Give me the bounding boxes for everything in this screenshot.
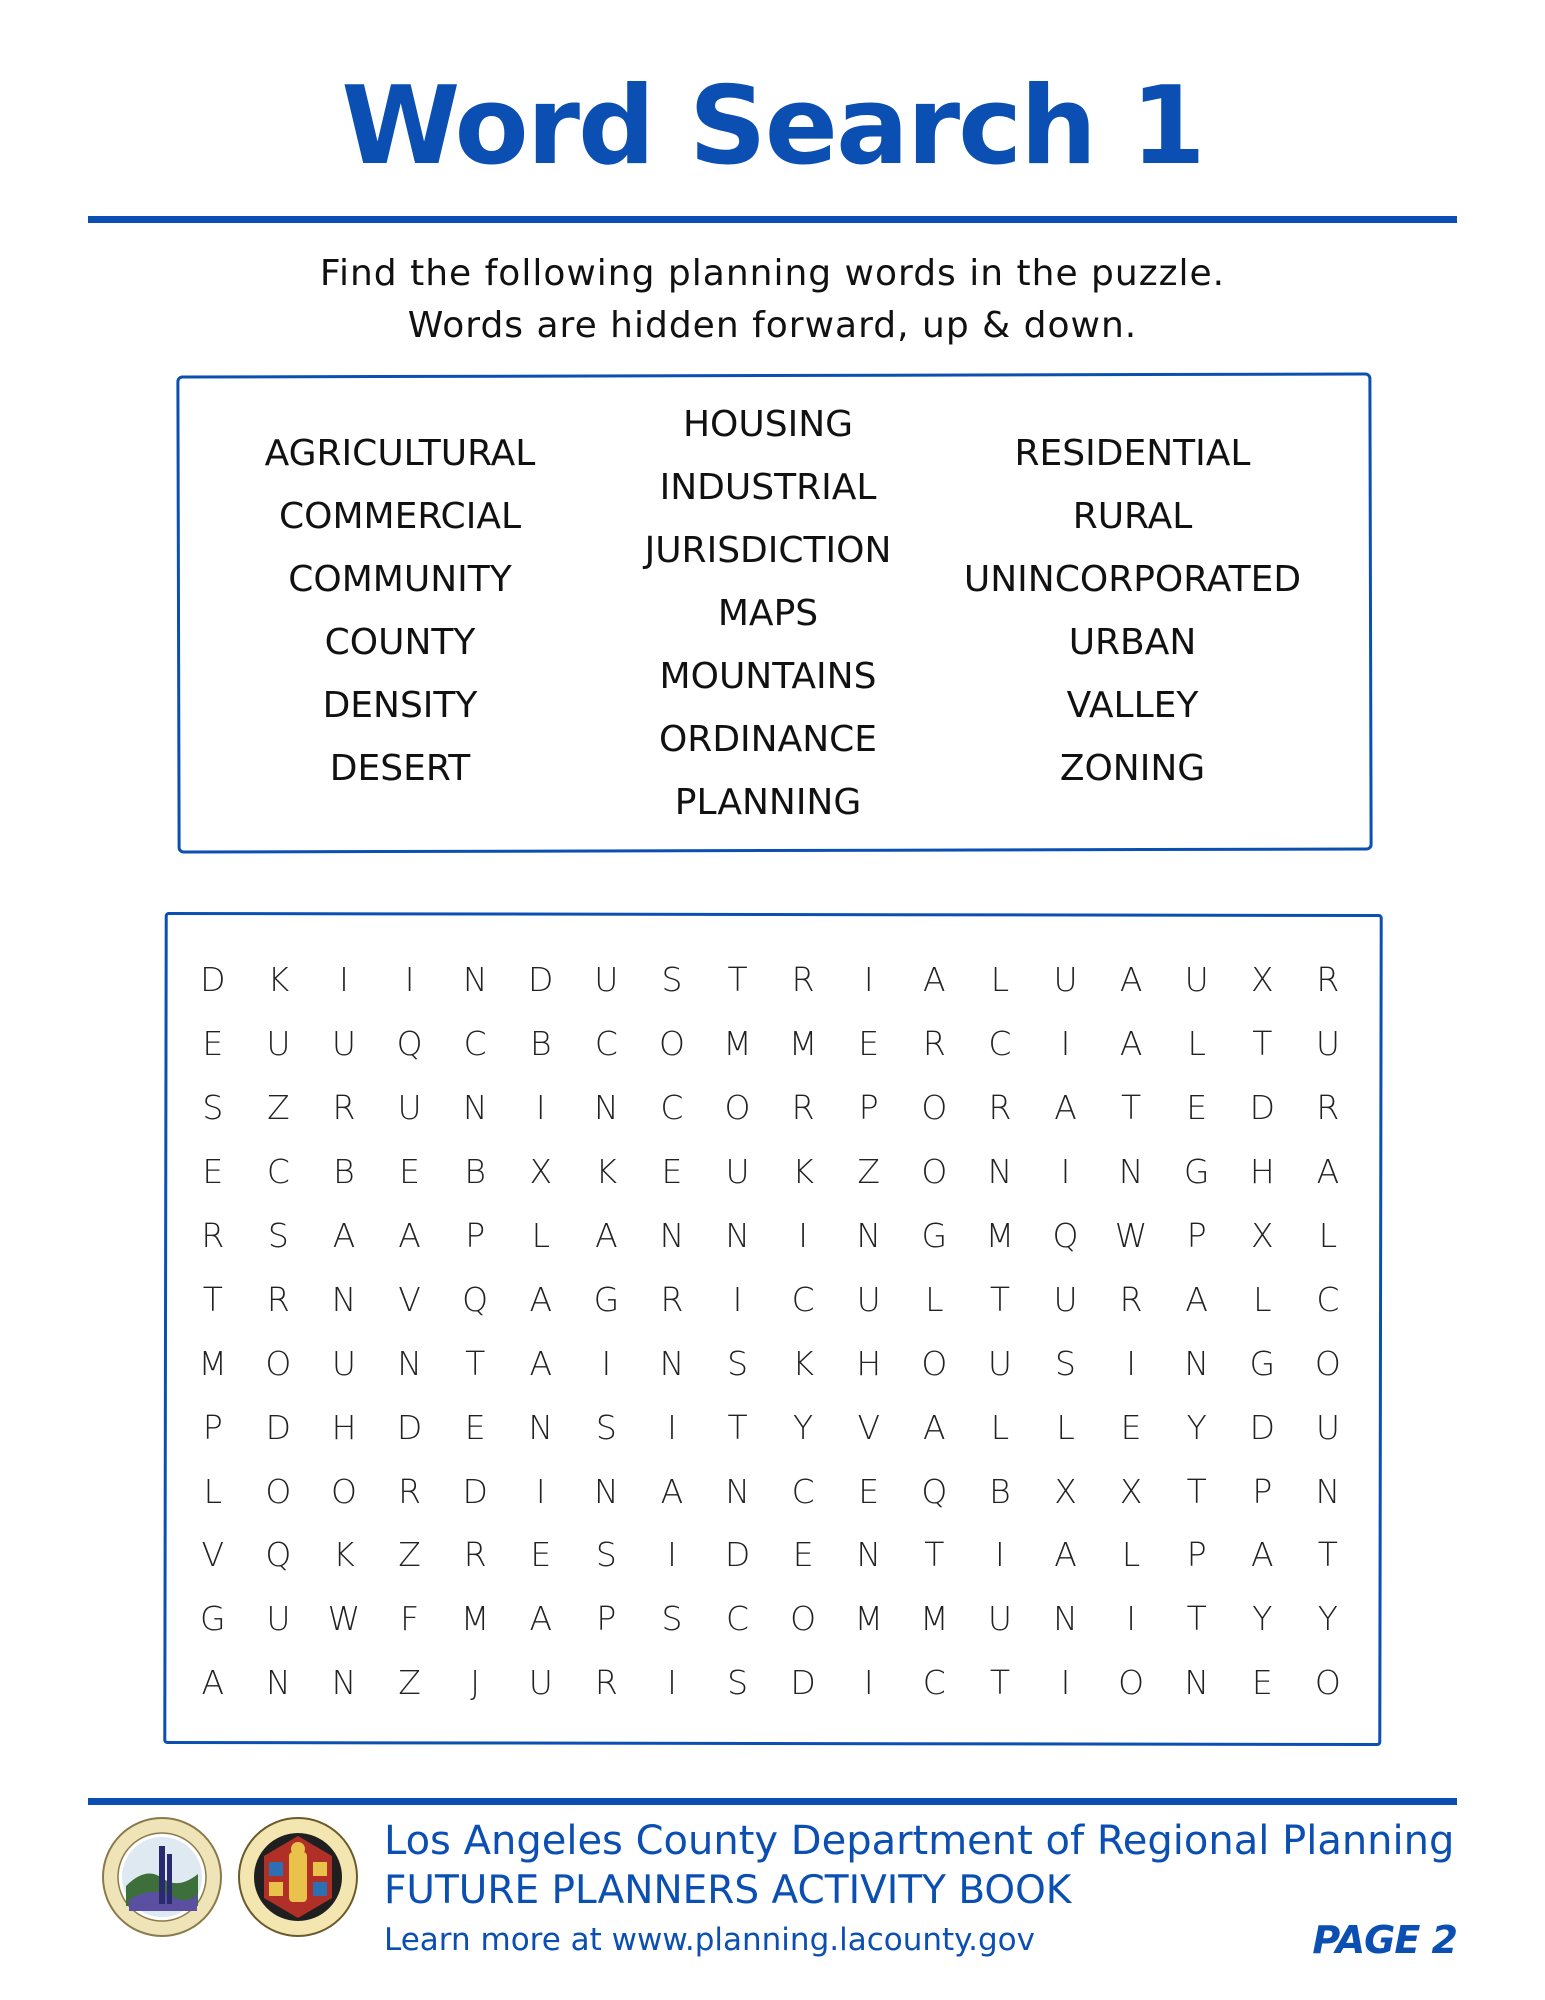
grid-letter: U (266, 1599, 291, 1639)
grid-letter: T (1186, 1599, 1207, 1639)
grid-letter: Q (921, 1471, 948, 1511)
grid-letter: S (202, 1088, 224, 1128)
instructions-line-1: Find the following planning words in the puzzle. (319, 253, 1226, 294)
grid-letter: A (529, 1279, 553, 1319)
grid-letter: N (725, 1216, 750, 1255)
grid-letter: K (333, 1535, 355, 1575)
grid-letter: C (660, 1088, 684, 1128)
grid-letter: Y (1252, 1599, 1273, 1639)
grid-letter: A (595, 1216, 618, 1255)
grid-letter: S (595, 1535, 617, 1575)
grid-letter: A (923, 1407, 946, 1447)
grid-letter: T (202, 1279, 223, 1319)
grid-letter: I (404, 960, 415, 1000)
instructions-line-2: Words are hidden forward, up & down. (407, 305, 1138, 346)
grid-letter: E (1120, 1407, 1142, 1447)
grid-letter: E (792, 1535, 814, 1575)
puzzle-grid (180, 948, 1370, 1715)
grid-letter: D (200, 960, 226, 1000)
grid-letter: O (724, 1088, 751, 1128)
grid-letter: I (667, 1663, 677, 1703)
grid-letter: A (201, 1663, 225, 1703)
grid-letter: L (925, 1279, 944, 1319)
grid-letter: P (858, 1088, 879, 1128)
grid-letter: I (995, 1535, 1005, 1575)
footer-divider (88, 1798, 1457, 1805)
grid-letter: E (202, 1152, 224, 1192)
grid-letter: A (1185, 1279, 1208, 1319)
grid-letter: U (1184, 960, 1209, 1000)
grid-letter: A (332, 1216, 356, 1255)
grid-letter: L (990, 1407, 1010, 1447)
grid-letter: G (593, 1279, 620, 1319)
grid-letter: O (265, 1471, 292, 1511)
grid-letter: N (659, 1216, 685, 1255)
grid-letter: N (594, 1088, 619, 1128)
grid-letter: I (667, 1535, 677, 1575)
grid-letter: D (724, 1535, 751, 1575)
grid-letter: L (1056, 1407, 1075, 1447)
grid-letter: M (985, 1216, 1015, 1255)
word-list-item: URBAN (1068, 622, 1197, 663)
grid-letter: P (1186, 1216, 1207, 1255)
grid-letter: L (1318, 1216, 1338, 1255)
grid-letter: Y (793, 1407, 814, 1447)
grid-letter: R (1316, 960, 1340, 1000)
grid-letter: W (1114, 1216, 1148, 1255)
grid-letter: E (530, 1535, 552, 1575)
grid-letter: Z (398, 1663, 421, 1703)
grid-letter: I (1060, 1024, 1071, 1064)
grid-letter: T (1121, 1088, 1142, 1128)
word-list-column-1 (230, 422, 570, 800)
grid-letter: P (1252, 1471, 1273, 1511)
grid-letter: O (1314, 1663, 1341, 1703)
grid-letter: N (462, 1088, 488, 1128)
grid-letter: L (203, 1471, 222, 1511)
footer-organization: Los Angeles County Department of Regional Planning (384, 1818, 1455, 1864)
grid-letter: Q (396, 1024, 423, 1064)
grid-letter: N (725, 1471, 750, 1511)
grid-letter: U (987, 1599, 1012, 1639)
grid-letter: X (1054, 1471, 1077, 1511)
grid-letter: C (266, 1152, 290, 1192)
grid-letter: E (399, 1152, 420, 1192)
grid-letter: L (990, 960, 1010, 1000)
grid-letter: T (989, 1663, 1010, 1703)
grid-letter: S (267, 1216, 289, 1255)
grid-letter: N (1118, 1152, 1144, 1192)
grid-letter: N (331, 1663, 357, 1703)
grid-letter: N (397, 1343, 422, 1383)
grid-letter: A (1251, 1535, 1274, 1575)
grid-letter: C (726, 1599, 750, 1639)
grid-letter: R (988, 1088, 1012, 1128)
grid-letter: C (791, 1279, 815, 1319)
grid-letter: D (1249, 1407, 1275, 1447)
grid-letter: R (201, 1216, 225, 1255)
word-list-item: ZONING (1059, 748, 1206, 789)
grid-letter: Q (265, 1535, 292, 1575)
title-divider (88, 216, 1457, 223)
grid-letter: R (922, 1024, 946, 1064)
grid-letter: E (858, 1471, 880, 1511)
grid-letter: K (595, 1152, 618, 1192)
word-list-item: AGRICULTURAL (264, 433, 536, 474)
grid-letter: R (463, 1535, 487, 1575)
grid-letter: H (856, 1343, 882, 1383)
grid-letter: C (791, 1471, 815, 1511)
grid-letter: I (535, 1471, 546, 1511)
grid-letter: B (333, 1152, 355, 1192)
grid-letter: E (464, 1407, 486, 1447)
grid-letter: M (788, 1024, 818, 1064)
grid-letter: O (921, 1152, 948, 1192)
grid-letter: T (1317, 1535, 1338, 1575)
grid-letter: N (987, 1152, 1013, 1192)
grid-letter: E (202, 1024, 224, 1064)
grid-letter: X (1250, 960, 1274, 1000)
word-list-item: RURAL (1072, 496, 1193, 537)
footer-book-title: FUTURE PLANNERS ACTIVITY BOOK (384, 1868, 1072, 1913)
grid-letter: M (854, 1599, 883, 1639)
grid-letter: I (535, 1088, 546, 1128)
grid-letter: N (1184, 1663, 1210, 1703)
grid-letter: E (858, 1024, 880, 1064)
grid-letter: U (331, 1343, 357, 1383)
grid-letter: D (1249, 1088, 1275, 1128)
grid-letter: P (465, 1216, 486, 1255)
grid-letter: E (1186, 1088, 1208, 1128)
grid-letter: O (1118, 1663, 1145, 1703)
grid-letter: V (398, 1279, 421, 1319)
grid-letter: I (798, 1216, 808, 1255)
grid-letter: T (924, 1535, 945, 1575)
word-list-item: PLANNING (674, 782, 862, 823)
grid-letter: J (470, 1663, 481, 1703)
grid-letter: K (267, 960, 290, 1000)
grid-letter: E (661, 1152, 683, 1192)
grid-letter: M (198, 1343, 228, 1383)
grid-letter: Y (1317, 1599, 1338, 1639)
grid-letter: U (856, 1279, 881, 1319)
grid-letter: U (1053, 960, 1078, 1000)
grid-letter: U (987, 1343, 1012, 1383)
grid-letter: B (464, 1152, 486, 1192)
grid-letter: N (856, 1535, 882, 1575)
grid-letter: O (265, 1343, 292, 1383)
word-list-item: VALLEY (1066, 685, 1199, 726)
county-seal-icon (237, 1816, 359, 1938)
grid-letter: O (921, 1088, 948, 1128)
grid-letter: U (1315, 1024, 1340, 1064)
grid-letter: A (1119, 960, 1143, 1000)
grid-letter: I (667, 1407, 677, 1447)
grid-letter: N (1184, 1343, 1210, 1383)
grid-letter: I (1060, 1663, 1071, 1703)
grid-letter: C (922, 1663, 946, 1703)
grid-letter: Y (1186, 1407, 1207, 1447)
word-list-column-3 (955, 422, 1310, 800)
grid-letter: N (528, 1407, 554, 1447)
grid-letter: A (529, 1343, 553, 1383)
grid-letter: O (658, 1024, 685, 1064)
grid-letter: I (863, 960, 874, 1000)
grid-letter: Z (398, 1535, 421, 1575)
grid-letter: O (1314, 1343, 1341, 1383)
grid-letter: R (332, 1088, 356, 1128)
grid-letter: P (202, 1407, 223, 1447)
grid-letter: G (200, 1599, 226, 1639)
grid-letter: F (400, 1599, 420, 1639)
word-list-item: ORDINANCE (658, 719, 878, 760)
grid-letter: P (1186, 1535, 1207, 1575)
grid-letter: U (266, 1024, 291, 1064)
grid-letter: X (529, 1152, 553, 1192)
grid-letter: A (398, 1216, 421, 1255)
grid-letter: P (596, 1599, 617, 1639)
grid-letter: D (462, 1471, 488, 1511)
grid-letter: S (727, 1663, 749, 1703)
grid-letter: A (1054, 1088, 1077, 1128)
grid-letter: I (339, 960, 349, 1000)
grid-letter: U (1053, 1279, 1078, 1319)
grid-letter: A (1054, 1535, 1077, 1575)
grid-letter: T (989, 1279, 1010, 1319)
grid-letter: T (1186, 1471, 1207, 1511)
grid-letter: W (327, 1599, 361, 1639)
grid-letter: R (398, 1471, 422, 1511)
word-list-item: RESIDENTIAL (1014, 433, 1251, 474)
grid-letter: D (265, 1407, 292, 1447)
grid-letter: R (1316, 1088, 1340, 1128)
grid-letter: A (660, 1471, 684, 1511)
grid-letter: U (397, 1088, 422, 1128)
grid-letter: Q (462, 1279, 489, 1319)
grid-letter: T (465, 1343, 486, 1383)
grid-letter: D (396, 1407, 423, 1447)
grid-letter: N (659, 1343, 685, 1383)
grid-letter: A (923, 960, 946, 1000)
grid-letter: T (727, 960, 748, 1000)
grid-letter: I (601, 1343, 612, 1383)
grid-letter: S (595, 1407, 617, 1447)
grid-letter: R (791, 960, 815, 1000)
grid-letter: H (1249, 1152, 1275, 1192)
word-list-item: HOUSING (682, 404, 854, 445)
grid-letter: L (1187, 1024, 1206, 1064)
word-list-item: MAPS (717, 593, 819, 634)
grid-letter: K (792, 1152, 814, 1192)
grid-letter: S (661, 960, 683, 1000)
grid-letter: I (1126, 1599, 1136, 1639)
grid-letter: R (1119, 1279, 1143, 1319)
grid-letter: O (790, 1599, 817, 1639)
grid-letter: T (727, 1407, 748, 1447)
grid-letter: D (528, 960, 554, 1000)
grid-letter: G (1249, 1343, 1276, 1383)
word-list-item: DESERT (329, 748, 471, 789)
grid-letter: Z (857, 1152, 881, 1192)
grid-letter: I (1060, 1152, 1071, 1192)
grid-letter: N (331, 1279, 357, 1319)
grid-letter: B (529, 1024, 552, 1064)
grid-letter: S (1055, 1343, 1076, 1383)
grid-letter: G (1183, 1152, 1210, 1192)
grid-letter: H (331, 1407, 357, 1447)
grid-letter: N (462, 960, 488, 1000)
grid-letter: R (791, 1088, 815, 1128)
grid-letter: V (201, 1535, 225, 1575)
grid-letter: Q (1052, 1216, 1079, 1255)
grid-letter: R (660, 1279, 684, 1319)
word-list-item: COMMUNITY (288, 559, 512, 600)
word-list-item: COUNTY (324, 622, 476, 663)
grid-letter: L (1253, 1279, 1272, 1319)
word-list-item: MOUNTAINS (659, 656, 877, 697)
word-list-item: INDUSTRIAL (659, 467, 877, 508)
grid-letter: A (529, 1599, 553, 1639)
word-list-item: DENSITY (322, 685, 478, 726)
grid-letter: R (594, 1663, 618, 1703)
grid-letter: C (594, 1024, 618, 1064)
grid-letter: Z (267, 1088, 290, 1128)
grid-letter: D (790, 1663, 816, 1703)
grid-letter: U (594, 960, 619, 1000)
grid-letter: C (988, 1024, 1012, 1064)
grid-letter: K (792, 1343, 814, 1383)
grid-letter: N (1053, 1599, 1078, 1639)
footer-learn-more-link[interactable]: Learn more at www.planning.lacounty.gov (384, 1922, 1035, 1958)
grid-letter: N (1315, 1471, 1341, 1511)
grid-letter: N (856, 1216, 882, 1255)
word-list-item: UNINCORPORATED (963, 559, 1302, 600)
grid-letter: R (266, 1279, 290, 1319)
grid-letter: U (528, 1663, 553, 1703)
grid-letter: M (723, 1024, 752, 1064)
grid-letter: M (920, 1599, 949, 1639)
grid-letter: U (331, 1024, 357, 1064)
grid-letter: X (1119, 1471, 1143, 1511)
page-title: Word Search 1 (341, 64, 1204, 189)
grid-letter: X (1250, 1216, 1274, 1255)
grid-letter: C (463, 1024, 487, 1064)
grid-letter: S (727, 1343, 749, 1383)
drp-seal-icon (101, 1816, 223, 1938)
instructions (0, 248, 1545, 352)
grid-letter: I (732, 1279, 743, 1319)
page-number: PAGE 2 (1312, 1918, 1457, 1962)
grid-letter: V (857, 1407, 881, 1447)
grid-letter: N (266, 1663, 291, 1703)
grid-letter: M (460, 1599, 490, 1639)
grid-letter: A (1119, 1024, 1143, 1064)
grid-letter: B (989, 1471, 1011, 1511)
grid-letter: S (661, 1599, 683, 1639)
grid-letter: I (1126, 1343, 1136, 1383)
grid-letter: E (1251, 1663, 1273, 1703)
word-list-item: JURISDICTION (644, 530, 892, 571)
grid-letter: N (594, 1471, 619, 1511)
grid-letter: C (1316, 1279, 1340, 1319)
grid-letter: L (531, 1216, 550, 1255)
grid-letter: A (1316, 1152, 1340, 1192)
word-list-item: COMMERCIAL (279, 496, 521, 537)
grid-letter: U (725, 1152, 750, 1192)
grid-letter: L (1121, 1535, 1141, 1575)
word-list-column-2 (608, 393, 928, 834)
grid-letter: I (863, 1663, 874, 1703)
grid-letter: O (921, 1343, 948, 1383)
grid-letter: U (1315, 1407, 1340, 1447)
grid-letter: T (1252, 1024, 1273, 1064)
grid-letter: G (921, 1216, 948, 1255)
grid-letter: O (330, 1471, 357, 1511)
